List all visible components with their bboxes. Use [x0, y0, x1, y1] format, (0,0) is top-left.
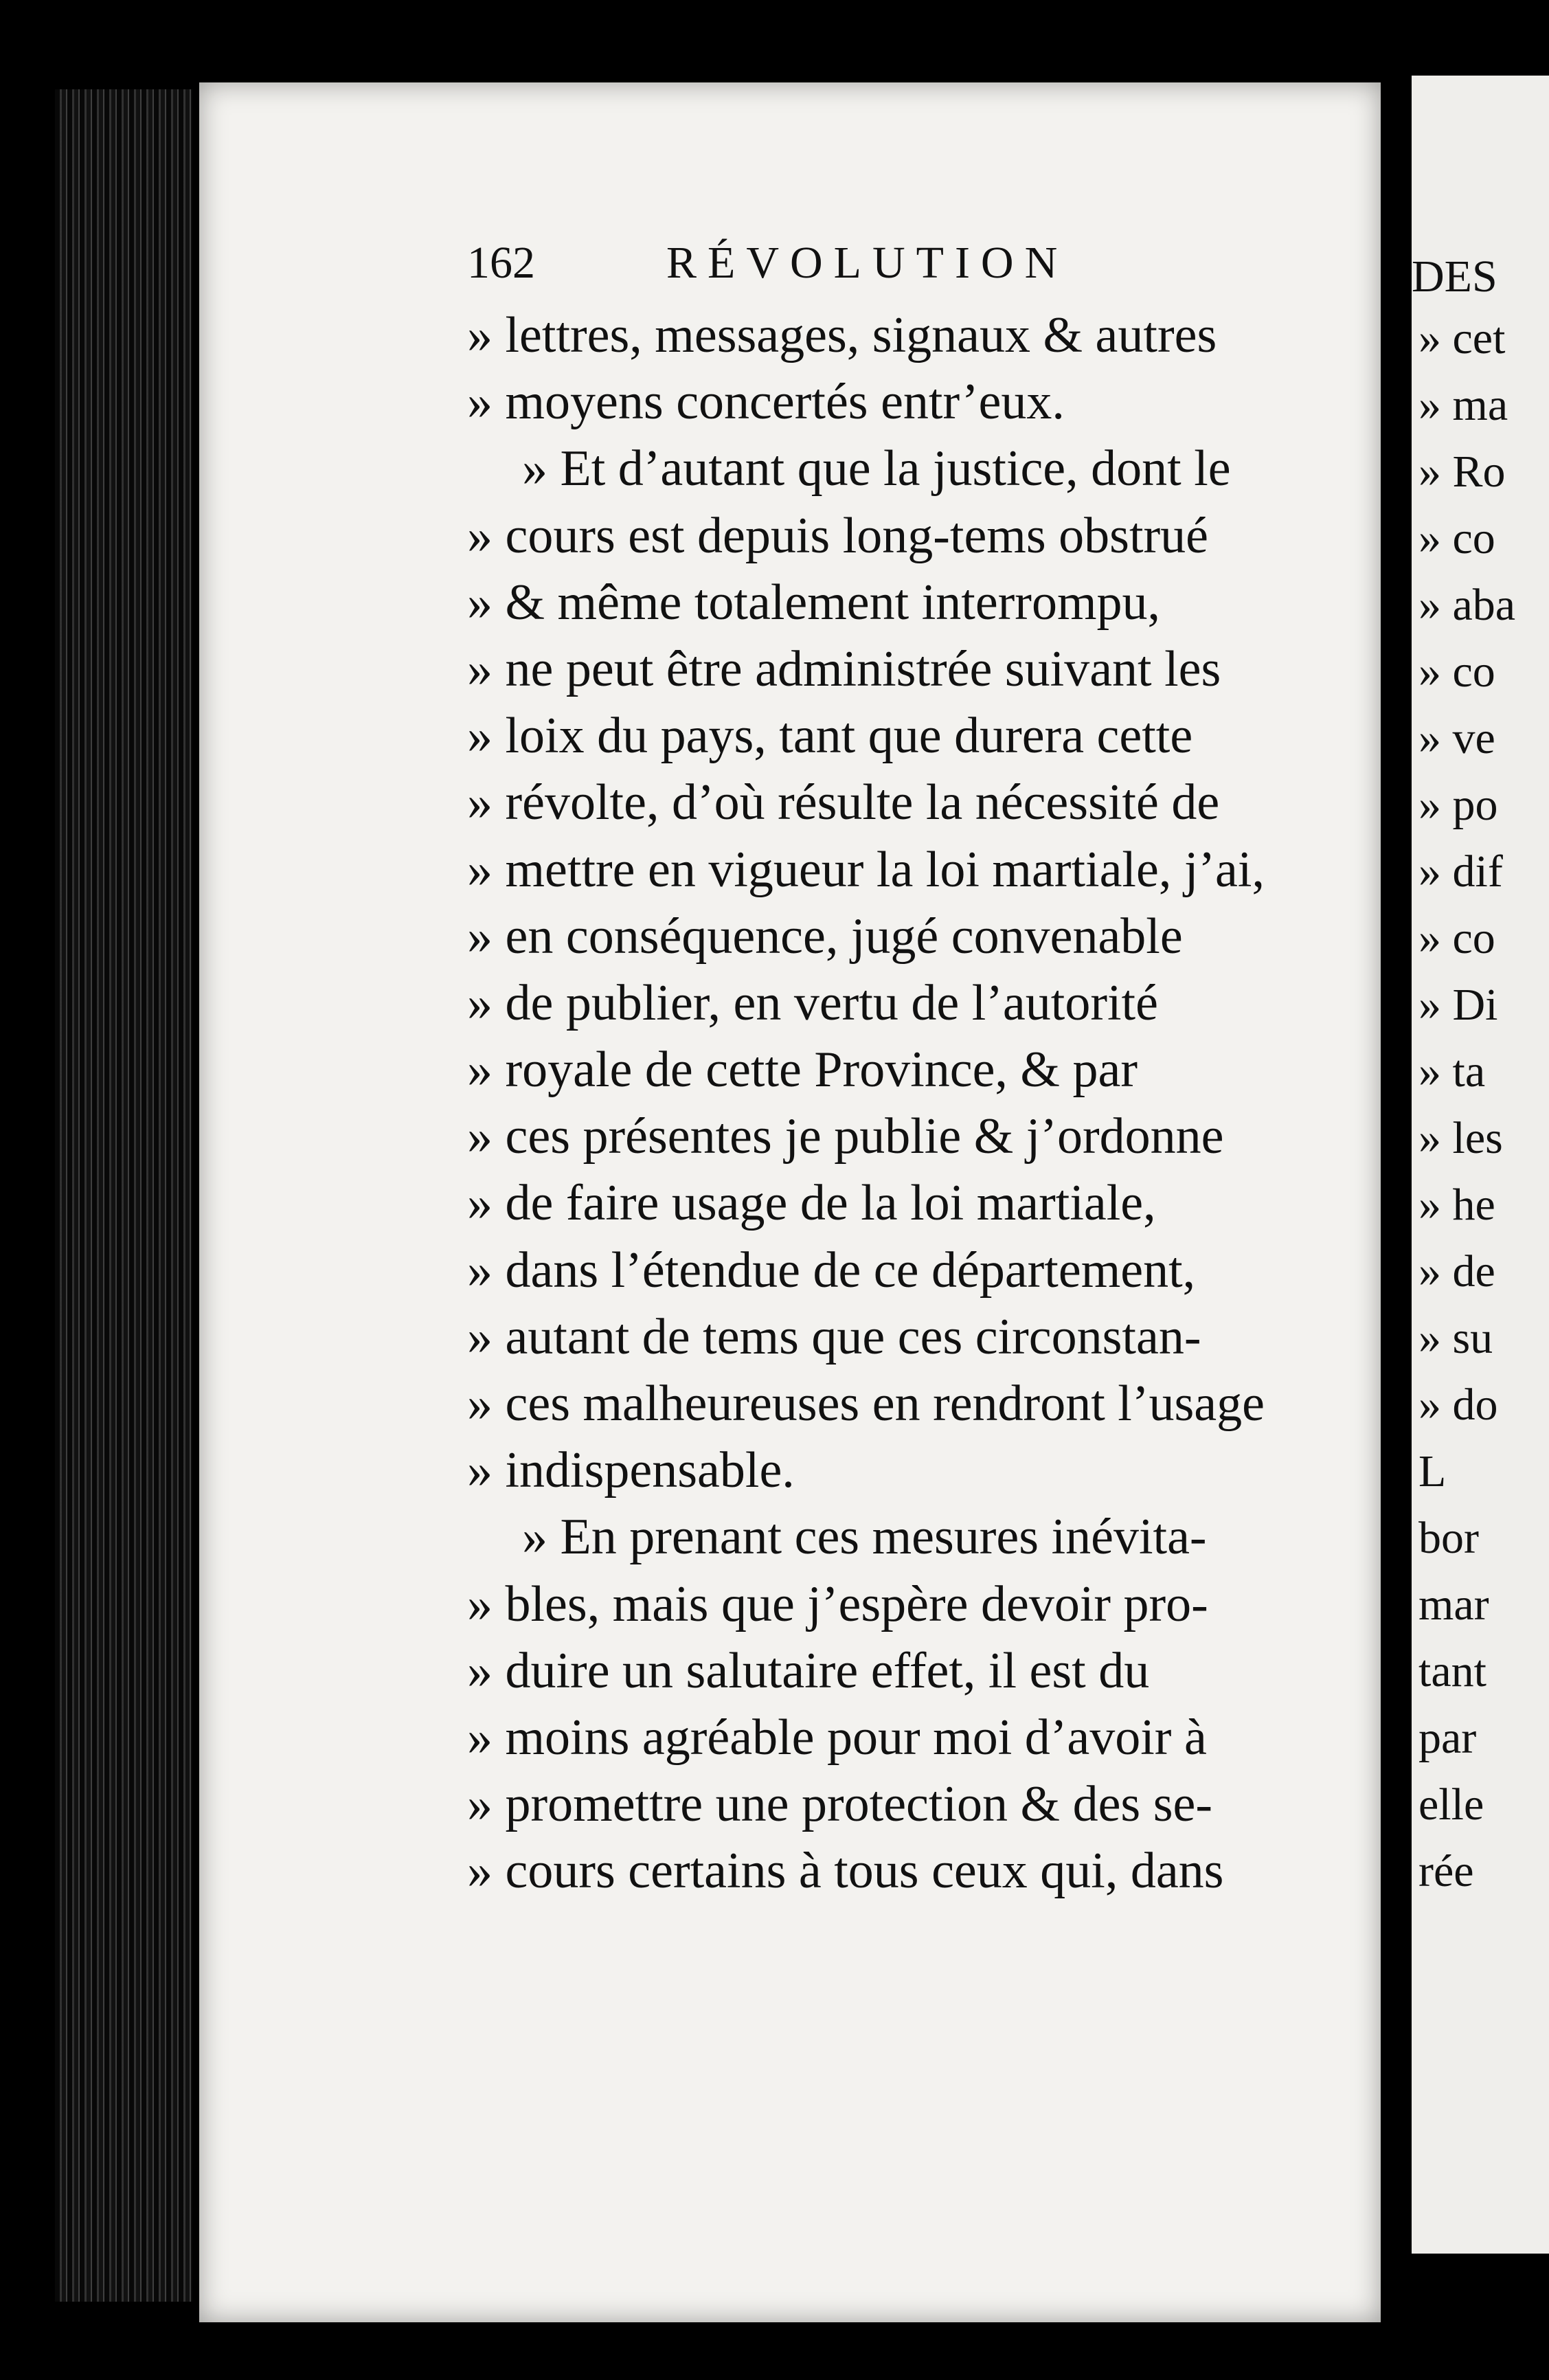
right-page-fragment: » Ro — [1418, 447, 1506, 497]
text-line: » moyens concertés entr’eux. — [467, 374, 1065, 431]
right-page-fragment: » co — [1418, 913, 1495, 963]
text-line: » autant de tems que ces circonstan- — [467, 1308, 1201, 1365]
right-page-fragment: » co — [1418, 647, 1495, 697]
right-page-fragment: » les — [1418, 1113, 1503, 1163]
right-page-fragment: » aba — [1418, 580, 1516, 630]
text-line: » de publier, en vertu de l’autorité — [467, 974, 1158, 1031]
book-spine-edge — [55, 89, 192, 2302]
text-line: » cours est depuis long-tems obstrué — [467, 507, 1208, 564]
right-page-fragment: » cet — [1418, 313, 1506, 363]
right-page-fragment: » do — [1418, 1380, 1498, 1430]
right-page-fragment: L — [1418, 1446, 1447, 1496]
right-page-fragment: » de — [1418, 1246, 1495, 1296]
text-line: » Et d’autant que la justice, dont le — [522, 440, 1231, 497]
text-line: » bles, mais que j’espère devoir pro- — [467, 1575, 1208, 1632]
right-page-fragment: » he — [1418, 1180, 1495, 1230]
text-line: » lettres, messages, signaux & autres — [467, 307, 1217, 363]
text-line: » de faire usage de la loi martiale, — [467, 1175, 1156, 1232]
right-page-header: DES — [1412, 251, 1497, 302]
text-line: » cours certains à tous ceux qui, dans — [467, 1843, 1224, 1900]
right-page-fragment: » ve — [1418, 713, 1495, 763]
text-line: » royale de cette Province, & par — [467, 1042, 1138, 1099]
page-header — [467, 237, 1188, 313]
text-line: » ces présentes je publie & j’ordonne — [467, 1108, 1224, 1165]
text-line: » En prenant ces mesures inévita- — [522, 1509, 1207, 1566]
text-line: » dans l’étendue de ce département, — [467, 1242, 1196, 1299]
right-page-fragment: » su — [1418, 1313, 1493, 1363]
text-line: » ces malheureuses en rendront l’usage — [467, 1376, 1265, 1432]
right-page-fragment: » po — [1418, 780, 1498, 830]
right-page-fragment: » dif — [1418, 846, 1503, 897]
text-line: » promettre une protection & des se- — [467, 1776, 1212, 1833]
text-line: » révolte, d’où résulte la nécessité de — [467, 774, 1220, 831]
right-page-fragment: » Di — [1418, 980, 1498, 1030]
text-line: » & même totalement interrompu, — [467, 574, 1161, 631]
page-number: 162 — [467, 238, 535, 288]
text-line: » moins agréable pour moi d’avoir à — [467, 1709, 1207, 1766]
body-text — [467, 302, 1319, 1905]
text-line: » ne peut être administrée suivant les — [467, 640, 1221, 697]
right-page-fragment: mar — [1418, 1580, 1489, 1630]
right-page-fragment: » ma — [1418, 380, 1508, 430]
text-line: » mettre en vigueur la loi martiale, j’ai, — [467, 841, 1265, 898]
right-page-fragment: tant — [1418, 1646, 1486, 1696]
right-page-fragment: » co — [1418, 513, 1495, 563]
text-line: » duire un salutaire effet, il est du — [467, 1642, 1150, 1699]
text-line: » indispensable. — [467, 1442, 795, 1499]
text-line: » loix du pays, tant que durera cette — [467, 708, 1193, 765]
right-page-fragment: bor — [1418, 1513, 1479, 1563]
text-line: » en conséquence, jugé convenable — [467, 908, 1183, 965]
right-page — [1412, 76, 1549, 2254]
right-page-fragment: » ta — [1418, 1046, 1486, 1097]
right-page-fragment: rée — [1418, 1846, 1474, 1896]
right-page-fragment: par — [1418, 1713, 1477, 1763]
running-title: RÉVOLUTION — [666, 238, 1069, 288]
right-page-fragment: elle — [1418, 1780, 1484, 1830]
